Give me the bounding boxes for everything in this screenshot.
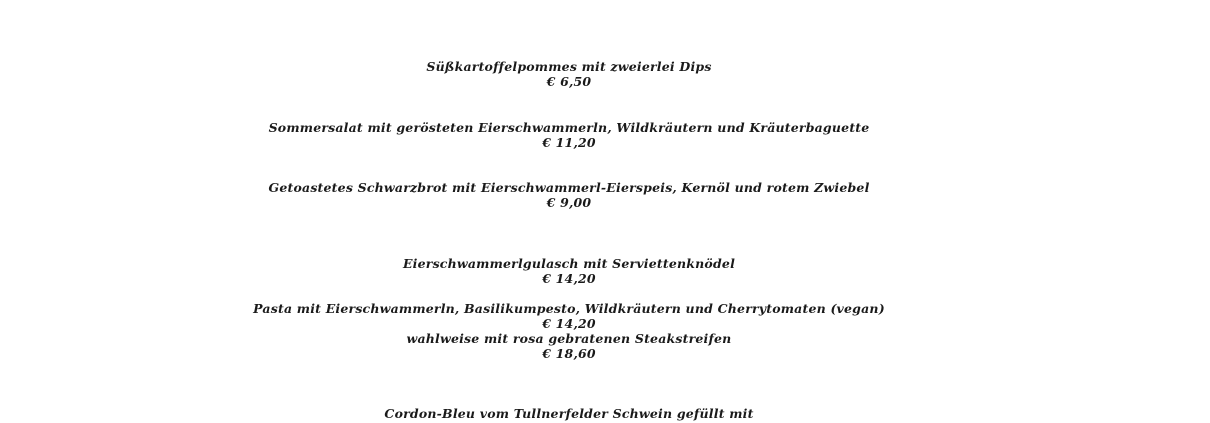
menu-item-name: Süßkartoffelpommes mit zweierlei Dips bbox=[426, 59, 712, 74]
menu-item-price: € 14,20 bbox=[542, 316, 596, 331]
menu-item-option-price: € 18,60 bbox=[542, 346, 596, 361]
menu-item-name: Pasta mit Eierschwammerln, Basilikumpesto, Wildkräutern und Cherrytomaten (vegan) bbox=[253, 301, 885, 316]
menu-item-name: Getoastetes Schwarzbrot mit Eierschwammerl-Eierspeis, Kernöl und rotem Zwiebel bbox=[268, 180, 870, 195]
menu-item-price: € 6,50 bbox=[546, 74, 592, 89]
menu-item-price: € 11,20 bbox=[542, 135, 596, 150]
menu-item-name: Cordon-Bleu vom Tullnerfelder Schwein gefüllt mit bbox=[384, 406, 754, 421]
menu-item-option: wahlweise mit rosa gebratenen Steakstreifen bbox=[406, 331, 732, 346]
menu-item-price: € 14,20 bbox=[542, 271, 596, 286]
menu-item-name: Eierschwammerlgulasch mit Serviettenknödel bbox=[402, 256, 736, 271]
menu-item-price: € 9,00 bbox=[546, 195, 592, 210]
menu-item-name: Sommersalat mit gerösteten Eierschwammerln, Wildkräutern und Kräuterbaguette bbox=[268, 120, 870, 135]
